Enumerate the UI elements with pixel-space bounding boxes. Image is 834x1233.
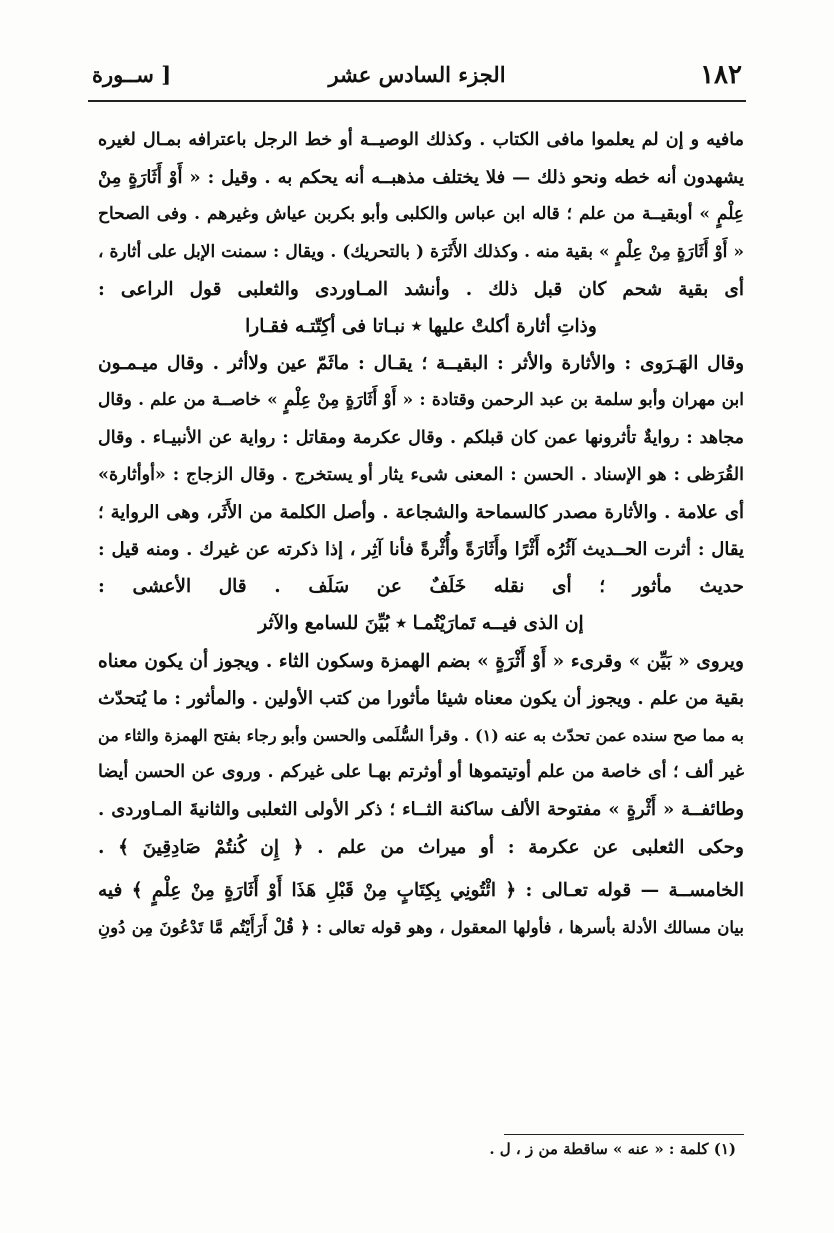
text-line: أى علامة . والأثارة مصدر كالسماحة والشجاعة . وأصل الكلمة من الأَثَر، وهى الرواية ؛ — [98, 501, 744, 523]
page-header — [88, 56, 746, 98]
text-line: حديث مأثور ؛ أى نقله خَلَفٌ عن سَلَف . قال الأعشى : — [98, 576, 744, 598]
text-line: ويروى « بَيِّن » وقرىء « أَوْ أَثْرَةٍ » بضم الهمزة وسكون الثاء . ويجوز أن يكون معناه — [98, 650, 744, 672]
text-line: « أَوْ أَثَارَةٍ مِنْ عِلْمٍ » بقية منه . وكذلك الأَثَرَة ( بالتحريك) . ويقال : سمنت الإبل على أثارة ، — [98, 241, 744, 262]
text-line: أى بقية شحم كان قبل ذلك . وأنشد المـاوردى والثعلبى قول الراعى : — [98, 278, 744, 300]
text-line: الخامســة — قوله تعـالى : ﴿ ائْتُونِي بِكِتَابٍ مِنْ قَبْلِ هَذَا أَوْ أَثَارَةٍ مِنْ عِلْمٍ ﴾ فيه — [98, 879, 744, 901]
footnote: (١) كلمة : « عنه » ساقطة من ز ، ل . — [489, 1140, 736, 1158]
text-line: القُرَظى : هو الإسناد . الحسن : المعنى شىء يثار أو يستخرج . وقال الزجاج : «أوأثارة» — [98, 464, 744, 485]
text-line: وحكى الثعلبى عن عكرمة : أو ميراث من علم . ﴿ إِن كُنتُمْ صَادِقِينَ ﴾ . — [98, 836, 744, 858]
header-rule — [88, 100, 746, 102]
page-number: ١٨٢ — [700, 60, 742, 90]
text-line: وطائفــة « أَثْرةٍ » مفتوحة الألف ساكنة الثــاء ؛ ذكر الأولى الثعلبى والثانيةَ المـاوردى . — [98, 799, 744, 821]
poetry-verse: إن الذى فيــه تَمارَيْتُمـا ٭ بُيِّنَ للسامع والآثر — [258, 613, 584, 635]
text-line: ابن مهران وأبو سلمة بن عبد الرحمن وقتادة : « أَوْ أَثَارَةٍ مِنْ عِلْمٍ » خاصــة من علم . وقال — [98, 390, 744, 411]
surah-heading: [ ســورة — [92, 62, 172, 87]
text-line: عِلْمٍ » أوبقيــة من علم ؛ قاله ابن عباس والكلبى وأبو بكربن عياش وغيرهم . وفى الصحاح — [98, 204, 744, 225]
text-line: مجاهد : روايةٌ تأثرونها عمن كان قبلكم . وقال عكرمة ومقاتل : رواية عن الأنبيـاء . وقال — [98, 427, 744, 448]
text-line: غير ألف ؛ أى خاصة من علم أوتيتموها أو أوثرتم بهـا على غيركم . وروى عن الحسن أيضا — [98, 762, 744, 783]
text-line: بيان مسالك الأدلة بأسرها ، فأولها المعقول ، وهو قوله تعالى : ﴿ قُلْ أَرَأَيْتُم مَّا تَدْعُونَ مِن دُونِ — [98, 917, 744, 937]
running-title: الجزء السادس عشر — [328, 62, 506, 87]
text-line: وقال الهَـرَوى : والأثارة والأثر : البقيــة ؛ يقـال : ماثَمّ عين ولاأثر . وقال ميـمـون — [98, 353, 744, 375]
text-line: بقية من علم . ويجوز أن يكون معناه شيئا مأثورا من كتب الأولين . والمأثور : ما يُتحدّث — [98, 687, 744, 709]
body-text — [98, 122, 744, 946]
footnote-rule — [504, 1134, 744, 1135]
poetry-verse: وذاتِ أثارة أكلتْ عليها ٭ نبـاتا فى أكِتّتـه فقـارا — [245, 315, 597, 337]
text-line: به مما صح سنده عمن تحدّث به عنه (١) . وقرأ السُّلَمى والحسن وأبو رجاء بفتح الهمزة والثاء من — [98, 726, 744, 745]
text-line: يقال : أثرت الحــديث آثُرُه أَثْرًا وأَثَارَةً وأُثْرةً فأنا آثِر ، إذا ذكرته عن غيرك . ومنه قيل : — [98, 539, 744, 561]
text-line: يشهدون أنه خطه ونحو ذلك — فلا يختلف مذهبــه أنه يحكم به . وقيل : « أَوْ أَثَارَةٍ مِنْ — [98, 167, 744, 189]
text-line: مافيه و إن لم يعلموا مافى الكتاب . وكذلك الوصيــة أو خط الرجل باعترافه بمـال لغيره — [98, 130, 744, 150]
